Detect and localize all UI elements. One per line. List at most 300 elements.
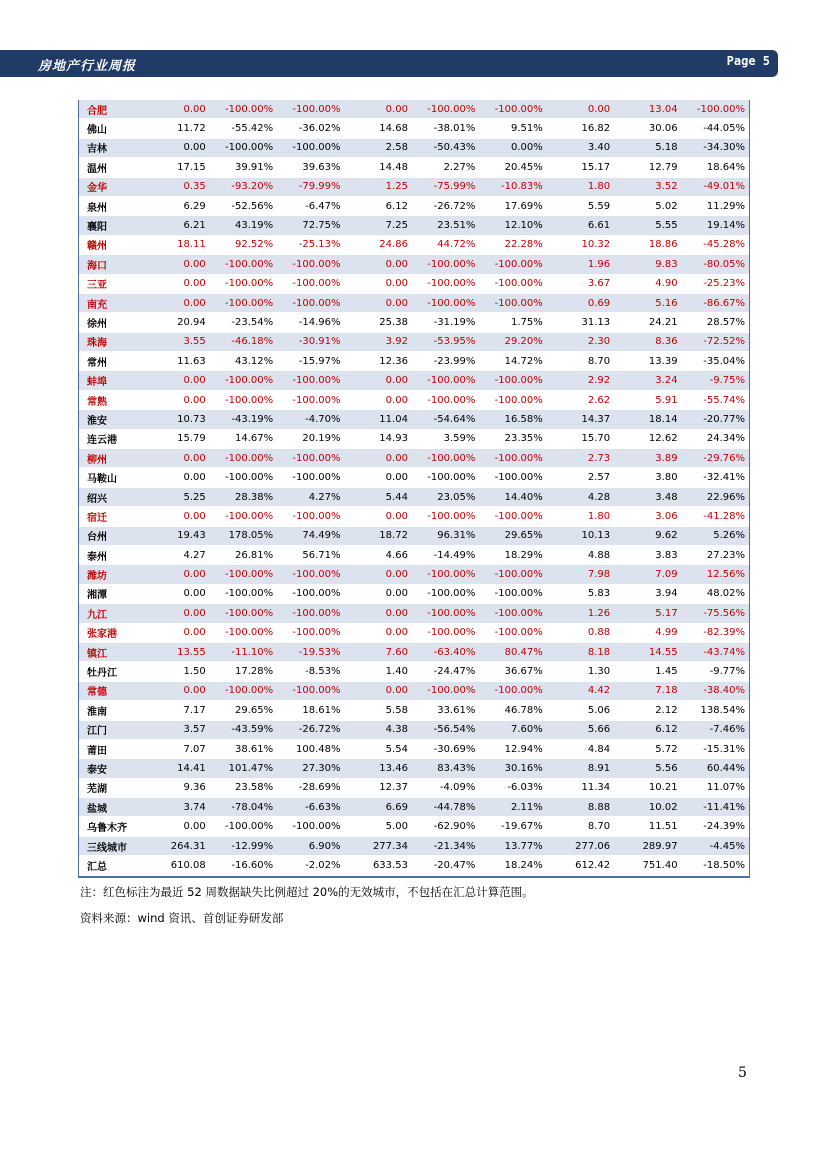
value-cell: 751.40 (614, 856, 681, 875)
table-row (79, 352, 749, 371)
value-cell: 4.99 (614, 623, 681, 642)
city-name-cell: 泰州 (79, 545, 142, 564)
value-cell: 26.81% (210, 545, 277, 564)
value-cell: 5.66 (547, 720, 614, 739)
value-cell: -31.19% (412, 313, 479, 332)
value-cell: 1.50 (142, 662, 209, 681)
value-cell: 29.65% (479, 526, 546, 545)
value-cell: -100.00% (277, 274, 344, 293)
value-cell: -44.78% (412, 798, 479, 817)
table-row (79, 798, 749, 817)
city-name-cell: 襄阳 (79, 216, 142, 235)
value-cell: 46.78% (479, 701, 546, 720)
value-cell: 44.72% (412, 235, 479, 254)
value-cell: -100.00% (277, 255, 344, 274)
value-cell: 0.00 (547, 100, 614, 119)
value-cell: 92.52% (210, 235, 277, 254)
value-cell: 0.00 (142, 274, 209, 293)
value-cell: 0.00 (345, 604, 412, 623)
value-cell: 48.02% (682, 584, 749, 603)
value-cell: 20.45% (479, 158, 546, 177)
value-cell: 39.63% (277, 158, 344, 177)
value-cell: 80.47% (479, 642, 546, 661)
value-cell: 14.37 (547, 410, 614, 429)
value-cell: -100.00% (479, 449, 546, 468)
value-cell: 12.10% (479, 216, 546, 235)
value-cell: -32.41% (682, 468, 749, 487)
city-name-cell: 乌鲁木齐 (79, 817, 142, 836)
value-cell: -100.00% (210, 565, 277, 584)
table-row (79, 235, 749, 254)
value-cell: 2.57 (547, 468, 614, 487)
value-cell: -100.00% (210, 681, 277, 700)
value-cell: -30.91% (277, 332, 344, 351)
value-cell: 15.70 (547, 429, 614, 448)
value-cell: -100.00% (412, 623, 479, 642)
value-cell: -6.47% (277, 196, 344, 215)
value-cell: 10.02 (614, 798, 681, 817)
value-cell: 28.57% (682, 313, 749, 332)
value-cell: 3.74 (142, 798, 209, 817)
value-cell: 0.00 (142, 390, 209, 409)
table-row (79, 545, 749, 564)
value-cell: -100.00% (412, 100, 479, 119)
value-cell: 101.47% (210, 759, 277, 778)
value-cell: 10.21 (614, 778, 681, 797)
value-cell: -100.00% (277, 681, 344, 700)
value-cell: -14.49% (412, 545, 479, 564)
value-cell: 17.15 (142, 158, 209, 177)
value-cell: -100.00% (277, 100, 344, 119)
value-cell: 8.70 (547, 817, 614, 836)
value-cell: 1.25 (345, 177, 412, 196)
value-cell: 11.63 (142, 352, 209, 371)
city-name-cell: 淮安 (79, 410, 142, 429)
value-cell: -100.00% (210, 507, 277, 526)
value-cell: 13.77% (479, 836, 546, 855)
city-name-cell: 绍兴 (79, 487, 142, 506)
value-cell: -80.05% (682, 255, 749, 274)
table-row (79, 468, 749, 487)
value-cell: 13.04 (614, 100, 681, 119)
value-cell: -86.67% (682, 293, 749, 312)
value-cell: 2.62 (547, 390, 614, 409)
value-cell: 3.40 (547, 138, 614, 157)
value-cell: 0.00 (345, 274, 412, 293)
value-cell: -72.52% (682, 332, 749, 351)
city-name-cell: 淮南 (79, 701, 142, 720)
value-cell: 0.00 (345, 623, 412, 642)
table-row (79, 255, 749, 274)
value-cell: 14.67% (210, 429, 277, 448)
value-cell: -100.00% (210, 584, 277, 603)
value-cell: 2.58 (345, 138, 412, 157)
value-cell: 11.72 (142, 119, 209, 138)
value-cell: -100.00% (210, 255, 277, 274)
value-cell: 3.94 (614, 584, 681, 603)
city-name-cell: 徐州 (79, 313, 142, 332)
value-cell: 18.64% (682, 158, 749, 177)
value-cell: -100.00% (479, 100, 546, 119)
value-cell: -100.00% (479, 390, 546, 409)
value-cell: 0.00 (142, 371, 209, 390)
value-cell: 5.56 (614, 759, 681, 778)
table-row (79, 119, 749, 138)
value-cell: 2.11% (479, 798, 546, 817)
value-cell: 12.36 (345, 352, 412, 371)
value-cell: 5.06 (547, 701, 614, 720)
value-cell: 14.48 (345, 158, 412, 177)
value-cell: -100.00% (210, 604, 277, 623)
table-row (79, 138, 749, 157)
value-cell: 15.17 (547, 158, 614, 177)
city-data-table-wrapper (78, 100, 750, 878)
value-cell: -100.00% (412, 390, 479, 409)
value-cell: -15.97% (277, 352, 344, 371)
value-cell: -100.00% (479, 274, 546, 293)
value-cell: 16.58% (479, 410, 546, 429)
city-name-cell: 佛山 (79, 119, 142, 138)
table-row (79, 642, 749, 661)
value-cell: 12.62 (614, 429, 681, 448)
value-cell: -12.99% (210, 836, 277, 855)
value-cell: 0.00% (479, 138, 546, 157)
value-cell: -43.59% (210, 720, 277, 739)
value-cell: -45.28% (682, 235, 749, 254)
value-cell: -63.40% (412, 642, 479, 661)
value-cell: 23.58% (210, 778, 277, 797)
value-cell: -100.00% (210, 293, 277, 312)
value-cell: 14.72% (479, 352, 546, 371)
value-cell: 18.29% (479, 545, 546, 564)
value-cell: 9.51% (479, 119, 546, 138)
value-cell: 20.94 (142, 313, 209, 332)
value-cell: -100.00% (479, 371, 546, 390)
value-cell: -100.00% (210, 449, 277, 468)
value-cell: -18.50% (682, 856, 749, 875)
value-cell: -11.10% (210, 642, 277, 661)
value-cell: 22.28% (479, 235, 546, 254)
value-cell: 1.45 (614, 662, 681, 681)
value-cell: -53.95% (412, 332, 479, 351)
value-cell: 13.46 (345, 759, 412, 778)
value-cell: -36.02% (277, 119, 344, 138)
value-cell: 0.35 (142, 177, 209, 196)
value-cell: 5.72 (614, 739, 681, 758)
table-row (79, 778, 749, 797)
value-cell: -55.74% (682, 390, 749, 409)
value-cell: 12.79 (614, 158, 681, 177)
value-cell: 43.19% (210, 216, 277, 235)
value-cell: 277.06 (547, 836, 614, 855)
value-cell: 9.36 (142, 778, 209, 797)
value-cell: 7.60% (479, 720, 546, 739)
value-cell: 18.11 (142, 235, 209, 254)
value-cell: 4.42 (547, 681, 614, 700)
value-cell: -49.01% (682, 177, 749, 196)
city-name-cell: 泉州 (79, 196, 142, 215)
value-cell: 3.48 (614, 487, 681, 506)
value-cell: 38.61% (210, 739, 277, 758)
value-cell: 12.37 (345, 778, 412, 797)
value-cell: 5.26% (682, 526, 749, 545)
table-row (79, 100, 749, 119)
value-cell: -46.18% (210, 332, 277, 351)
table-row (79, 836, 749, 855)
value-cell: 2.27% (412, 158, 479, 177)
value-cell: 0.00 (142, 100, 209, 119)
city-name-cell: 常德 (79, 681, 142, 700)
value-cell: 6.12 (345, 196, 412, 215)
city-name-cell: 常熟 (79, 390, 142, 409)
value-cell: -100.00% (277, 371, 344, 390)
value-cell: -100.00% (210, 817, 277, 836)
value-cell: 18.86 (614, 235, 681, 254)
city-name-cell: 金华 (79, 177, 142, 196)
value-cell: -100.00% (210, 468, 277, 487)
value-cell: 11.51 (614, 817, 681, 836)
value-cell: 10.32 (547, 235, 614, 254)
value-cell: 33.61% (412, 701, 479, 720)
value-cell: 0.00 (142, 584, 209, 603)
city-name-cell: 南充 (79, 293, 142, 312)
value-cell: 43.12% (210, 352, 277, 371)
value-cell: -30.69% (412, 739, 479, 758)
value-cell: 7.60 (345, 642, 412, 661)
value-cell: -11.41% (682, 798, 749, 817)
value-cell: 3.80 (614, 468, 681, 487)
value-cell: 0.00 (142, 255, 209, 274)
value-cell: 5.16 (614, 293, 681, 312)
value-cell: 3.24 (614, 371, 681, 390)
value-cell: 1.40 (345, 662, 412, 681)
value-cell: -93.20% (210, 177, 277, 196)
value-cell: -43.74% (682, 642, 749, 661)
value-cell: -100.00% (412, 468, 479, 487)
value-cell: -52.56% (210, 196, 277, 215)
value-cell: 24.34% (682, 429, 749, 448)
table-row (79, 565, 749, 584)
value-cell: 8.18 (547, 642, 614, 661)
city-name-cell: 台州 (79, 526, 142, 545)
value-cell: 60.44% (682, 759, 749, 778)
value-cell: -25.13% (277, 235, 344, 254)
value-cell: -100.00% (412, 255, 479, 274)
value-cell: 0.00 (345, 681, 412, 700)
table-row (79, 584, 749, 603)
value-cell: -100.00% (479, 604, 546, 623)
value-cell: 1.80 (547, 507, 614, 526)
value-cell: 2.30 (547, 332, 614, 351)
value-cell: 11.29% (682, 196, 749, 215)
value-cell: -100.00% (277, 449, 344, 468)
report-header-bar (0, 50, 778, 77)
value-cell: -100.00% (210, 100, 277, 119)
value-cell: 7.17 (142, 701, 209, 720)
value-cell: 5.00 (345, 817, 412, 836)
city-name-cell: 芜湖 (79, 778, 142, 797)
value-cell: -54.64% (412, 410, 479, 429)
value-cell: 24.86 (345, 235, 412, 254)
value-cell: 1.96 (547, 255, 614, 274)
table-row (79, 196, 749, 215)
value-cell: 14.55 (614, 642, 681, 661)
value-cell: 5.83 (547, 584, 614, 603)
table-row (79, 274, 749, 293)
table-row (79, 856, 749, 875)
value-cell: 39.91% (210, 158, 277, 177)
value-cell: 5.02 (614, 196, 681, 215)
value-cell: -100.00% (479, 565, 546, 584)
value-cell: 27.30% (277, 759, 344, 778)
value-cell: -14.96% (277, 313, 344, 332)
value-cell: 0.00 (345, 507, 412, 526)
value-cell: 23.51% (412, 216, 479, 235)
value-cell: 96.31% (412, 526, 479, 545)
table-row (79, 817, 749, 836)
city-name-cell: 蚌埠 (79, 371, 142, 390)
value-cell: -55.42% (210, 119, 277, 138)
value-cell: -29.76% (682, 449, 749, 468)
value-cell: -75.56% (682, 604, 749, 623)
value-cell: 6.69 (345, 798, 412, 817)
value-cell: -100.00% (210, 390, 277, 409)
table-row (79, 390, 749, 409)
value-cell: 7.25 (345, 216, 412, 235)
value-cell: 3.52 (614, 177, 681, 196)
table-row (79, 293, 749, 312)
table-row (79, 487, 749, 506)
value-cell: 23.35% (479, 429, 546, 448)
city-name-cell: 牡丹江 (79, 662, 142, 681)
table-row (79, 216, 749, 235)
value-cell: -100.00% (412, 604, 479, 623)
value-cell: 277.34 (345, 836, 412, 855)
value-cell: 6.12 (614, 720, 681, 739)
value-cell: -9.77% (682, 662, 749, 681)
value-cell: 6.61 (547, 216, 614, 235)
city-name-cell: 江门 (79, 720, 142, 739)
value-cell: -20.77% (682, 410, 749, 429)
value-cell: -4.70% (277, 410, 344, 429)
value-cell: 4.90 (614, 274, 681, 293)
value-cell: -100.00% (210, 138, 277, 157)
value-cell: -15.31% (682, 739, 749, 758)
value-cell: -100.00% (277, 604, 344, 623)
value-cell: 31.13 (547, 313, 614, 332)
value-cell: -100.00% (210, 371, 277, 390)
value-cell: 3.89 (614, 449, 681, 468)
value-cell: -100.00% (277, 468, 344, 487)
value-cell: -25.23% (682, 274, 749, 293)
value-cell: 5.58 (345, 701, 412, 720)
footnote: 注：红色标注为最近 52 周数据缺失比例超过 20%的无效城市，不包括在汇总计算范围。 (80, 885, 534, 899)
city-name-cell: 湘潭 (79, 584, 142, 603)
value-cell: 72.75% (277, 216, 344, 235)
value-cell: -100.00% (277, 390, 344, 409)
value-cell: 3.57 (142, 720, 209, 739)
value-cell: 17.28% (210, 662, 277, 681)
value-cell: 178.05% (210, 526, 277, 545)
value-cell: 610.08 (142, 856, 209, 875)
value-cell: 30.16% (479, 759, 546, 778)
table-row (79, 526, 749, 545)
value-cell: 10.73 (142, 410, 209, 429)
table-row (79, 158, 749, 177)
value-cell: -35.04% (682, 352, 749, 371)
value-cell: -28.69% (277, 778, 344, 797)
value-cell: 1.75% (479, 313, 546, 332)
value-cell: -43.19% (210, 410, 277, 429)
table-row (79, 720, 749, 739)
city-name-cell: 赣州 (79, 235, 142, 254)
value-cell: -100.00% (412, 293, 479, 312)
value-cell: -9.75% (682, 371, 749, 390)
value-cell: 3.59% (412, 429, 479, 448)
city-name-cell: 镇江 (79, 642, 142, 661)
value-cell: 29.65% (210, 701, 277, 720)
value-cell: 3.06 (614, 507, 681, 526)
value-cell: 12.56% (682, 565, 749, 584)
city-name-cell: 合肥 (79, 100, 142, 119)
value-cell: 7.98 (547, 565, 614, 584)
value-cell: 4.84 (547, 739, 614, 758)
value-cell: 29.20% (479, 332, 546, 351)
value-cell: 25.38 (345, 313, 412, 332)
value-cell: -100.00% (412, 274, 479, 293)
value-cell: -24.47% (412, 662, 479, 681)
city-name-cell: 温州 (79, 158, 142, 177)
value-cell: 4.28 (547, 487, 614, 506)
value-cell: 20.19% (277, 429, 344, 448)
value-cell: 4.88 (547, 545, 614, 564)
city-name-cell: 三线城市 (79, 836, 142, 855)
value-cell: 5.25 (142, 487, 209, 506)
value-cell: -44.05% (682, 119, 749, 138)
value-cell: 6.29 (142, 196, 209, 215)
value-cell: 0.00 (345, 255, 412, 274)
value-cell: 1.26 (547, 604, 614, 623)
value-cell: 0.00 (142, 449, 209, 468)
value-cell: 0.00 (345, 468, 412, 487)
value-cell: -4.09% (412, 778, 479, 797)
value-cell: 0.00 (345, 293, 412, 312)
value-cell: -100.00% (479, 293, 546, 312)
value-cell: 0.69 (547, 293, 614, 312)
value-cell: 0.00 (345, 565, 412, 584)
value-cell: -75.99% (412, 177, 479, 196)
table-row (79, 410, 749, 429)
value-cell: 100.48% (277, 739, 344, 758)
value-cell: -100.00% (277, 293, 344, 312)
value-cell: 4.38 (345, 720, 412, 739)
value-cell: -100.00% (479, 507, 546, 526)
value-cell: -100.00% (412, 507, 479, 526)
value-cell: 6.21 (142, 216, 209, 235)
value-cell: -7.46% (682, 720, 749, 739)
value-cell: -100.00% (479, 255, 546, 274)
value-cell: -100.00% (412, 681, 479, 700)
value-cell: 612.42 (547, 856, 614, 875)
table-row (79, 623, 749, 642)
table-row (79, 449, 749, 468)
value-cell: 3.55 (142, 332, 209, 351)
table-row (79, 739, 749, 758)
value-cell: -100.00% (412, 371, 479, 390)
value-cell: 83.43% (412, 759, 479, 778)
value-cell: 3.67 (547, 274, 614, 293)
value-cell: 12.94% (479, 739, 546, 758)
